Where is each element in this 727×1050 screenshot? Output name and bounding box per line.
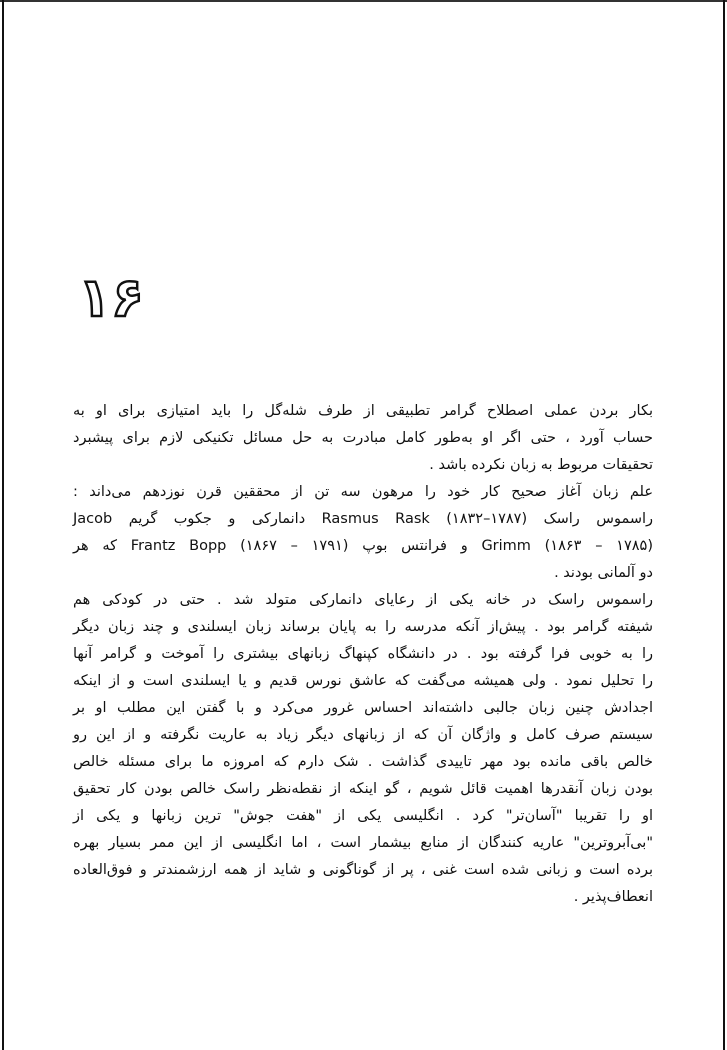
text-line: "بی‌آبروترین" عاریه کنندگان از منابع بیشمار است ، اما انگلیسی از این ممر بسیار بهره	[73, 835, 653, 851]
text-line: او را تقریبا "آسان‌تر" کرد . انگلیسی یکی از "هفت جوش" ترین زبانها و یکی از	[73, 808, 653, 824]
text-line: انعطاف‌پذیر .	[573, 889, 653, 905]
text-line: بودن زبان آنقدرها اهمیت قائل شویم ، گو اینکه از نقطه‌نظر راسک خالص بودن کار تحقیق	[73, 781, 653, 797]
page-number: ۱۶	[78, 266, 144, 329]
text-line: دو آلمانی بودند .	[554, 565, 653, 581]
text-line: سیستم صرف کامل و واژگان آن که از زبانهای دیگر زیاد به عاریت نگرفته و از این رو	[73, 727, 653, 743]
page-border-right	[723, 0, 725, 1050]
text-line: Grimm (۱۸۶۳ – ۱۷۸۵) و فرانتس بوپ Frantz Bopp (۱۸۶۷ – ۱۷۹۱) که هر	[73, 538, 653, 554]
text-line: شیفته گرامر بود . پیش‌از آنکه مدرسه را به پایان برساند زبان ایسلندی و چند زبان دیگر	[73, 619, 653, 635]
text-line: خالص باقی مانده بود مهر تاییدی گذاشت . شک دارم که امروزه ما برای مسئله خالص	[73, 754, 653, 770]
text-line: راسموس راسک در خانه یکی از رعایای دانمارکی متولد شد . حتی در کودکی هم	[73, 592, 653, 608]
text-line: تحقیقات مربوط به زبان نکرده باشد .	[429, 457, 653, 473]
paragraph-3	[73, 587, 653, 911]
page-border-top	[0, 0, 727, 2]
text-line: بکار بردن عملی اصطلاح گرامر تطبیقی از طرف شله‌گل را باید امتیازی برای او به	[73, 403, 653, 419]
paragraph-1	[73, 398, 653, 479]
text-line: علم زبان آغاز صحیح کار خود را مرهون سه تن از محققین قرن نوزدهم می‌داند :	[73, 484, 653, 500]
text-line: راسموس راسک Rasmus Rask (۱۸۳۲–۱۷۸۷) دانمارکی و جکوب گریم Jacob	[73, 511, 654, 527]
body-text	[73, 398, 653, 911]
text-line: برده است و زبانی شده است غنی ، پر از گوناگونی و شاید از همه ارزشمندتر و فوق‌العاده	[73, 862, 653, 878]
text-line: اجدادش چنین زبان جالبی داشته‌اند احساس غرور می‌کرد و با گفتن این مطلب او بر	[73, 700, 653, 716]
text-line: را تحلیل نمود . ولی همیشه می‌گفت که عاشق نورس قدیم و یا ایسلندی است و از اینکه	[73, 673, 653, 689]
text-line: حساب آورد ، حتی اگر او به‌طور کامل مبادرت به حل مسائل تکنیکی لازم برای پیشبرد	[73, 430, 653, 446]
paragraph-2	[73, 479, 653, 587]
page-border-left	[2, 0, 4, 1050]
text-line: را به خوبی فرا گرفته بود . در دانشگاه کپنهاگ زبانهای بیشتری را آموخت و گرامر آنها	[73, 646, 653, 662]
